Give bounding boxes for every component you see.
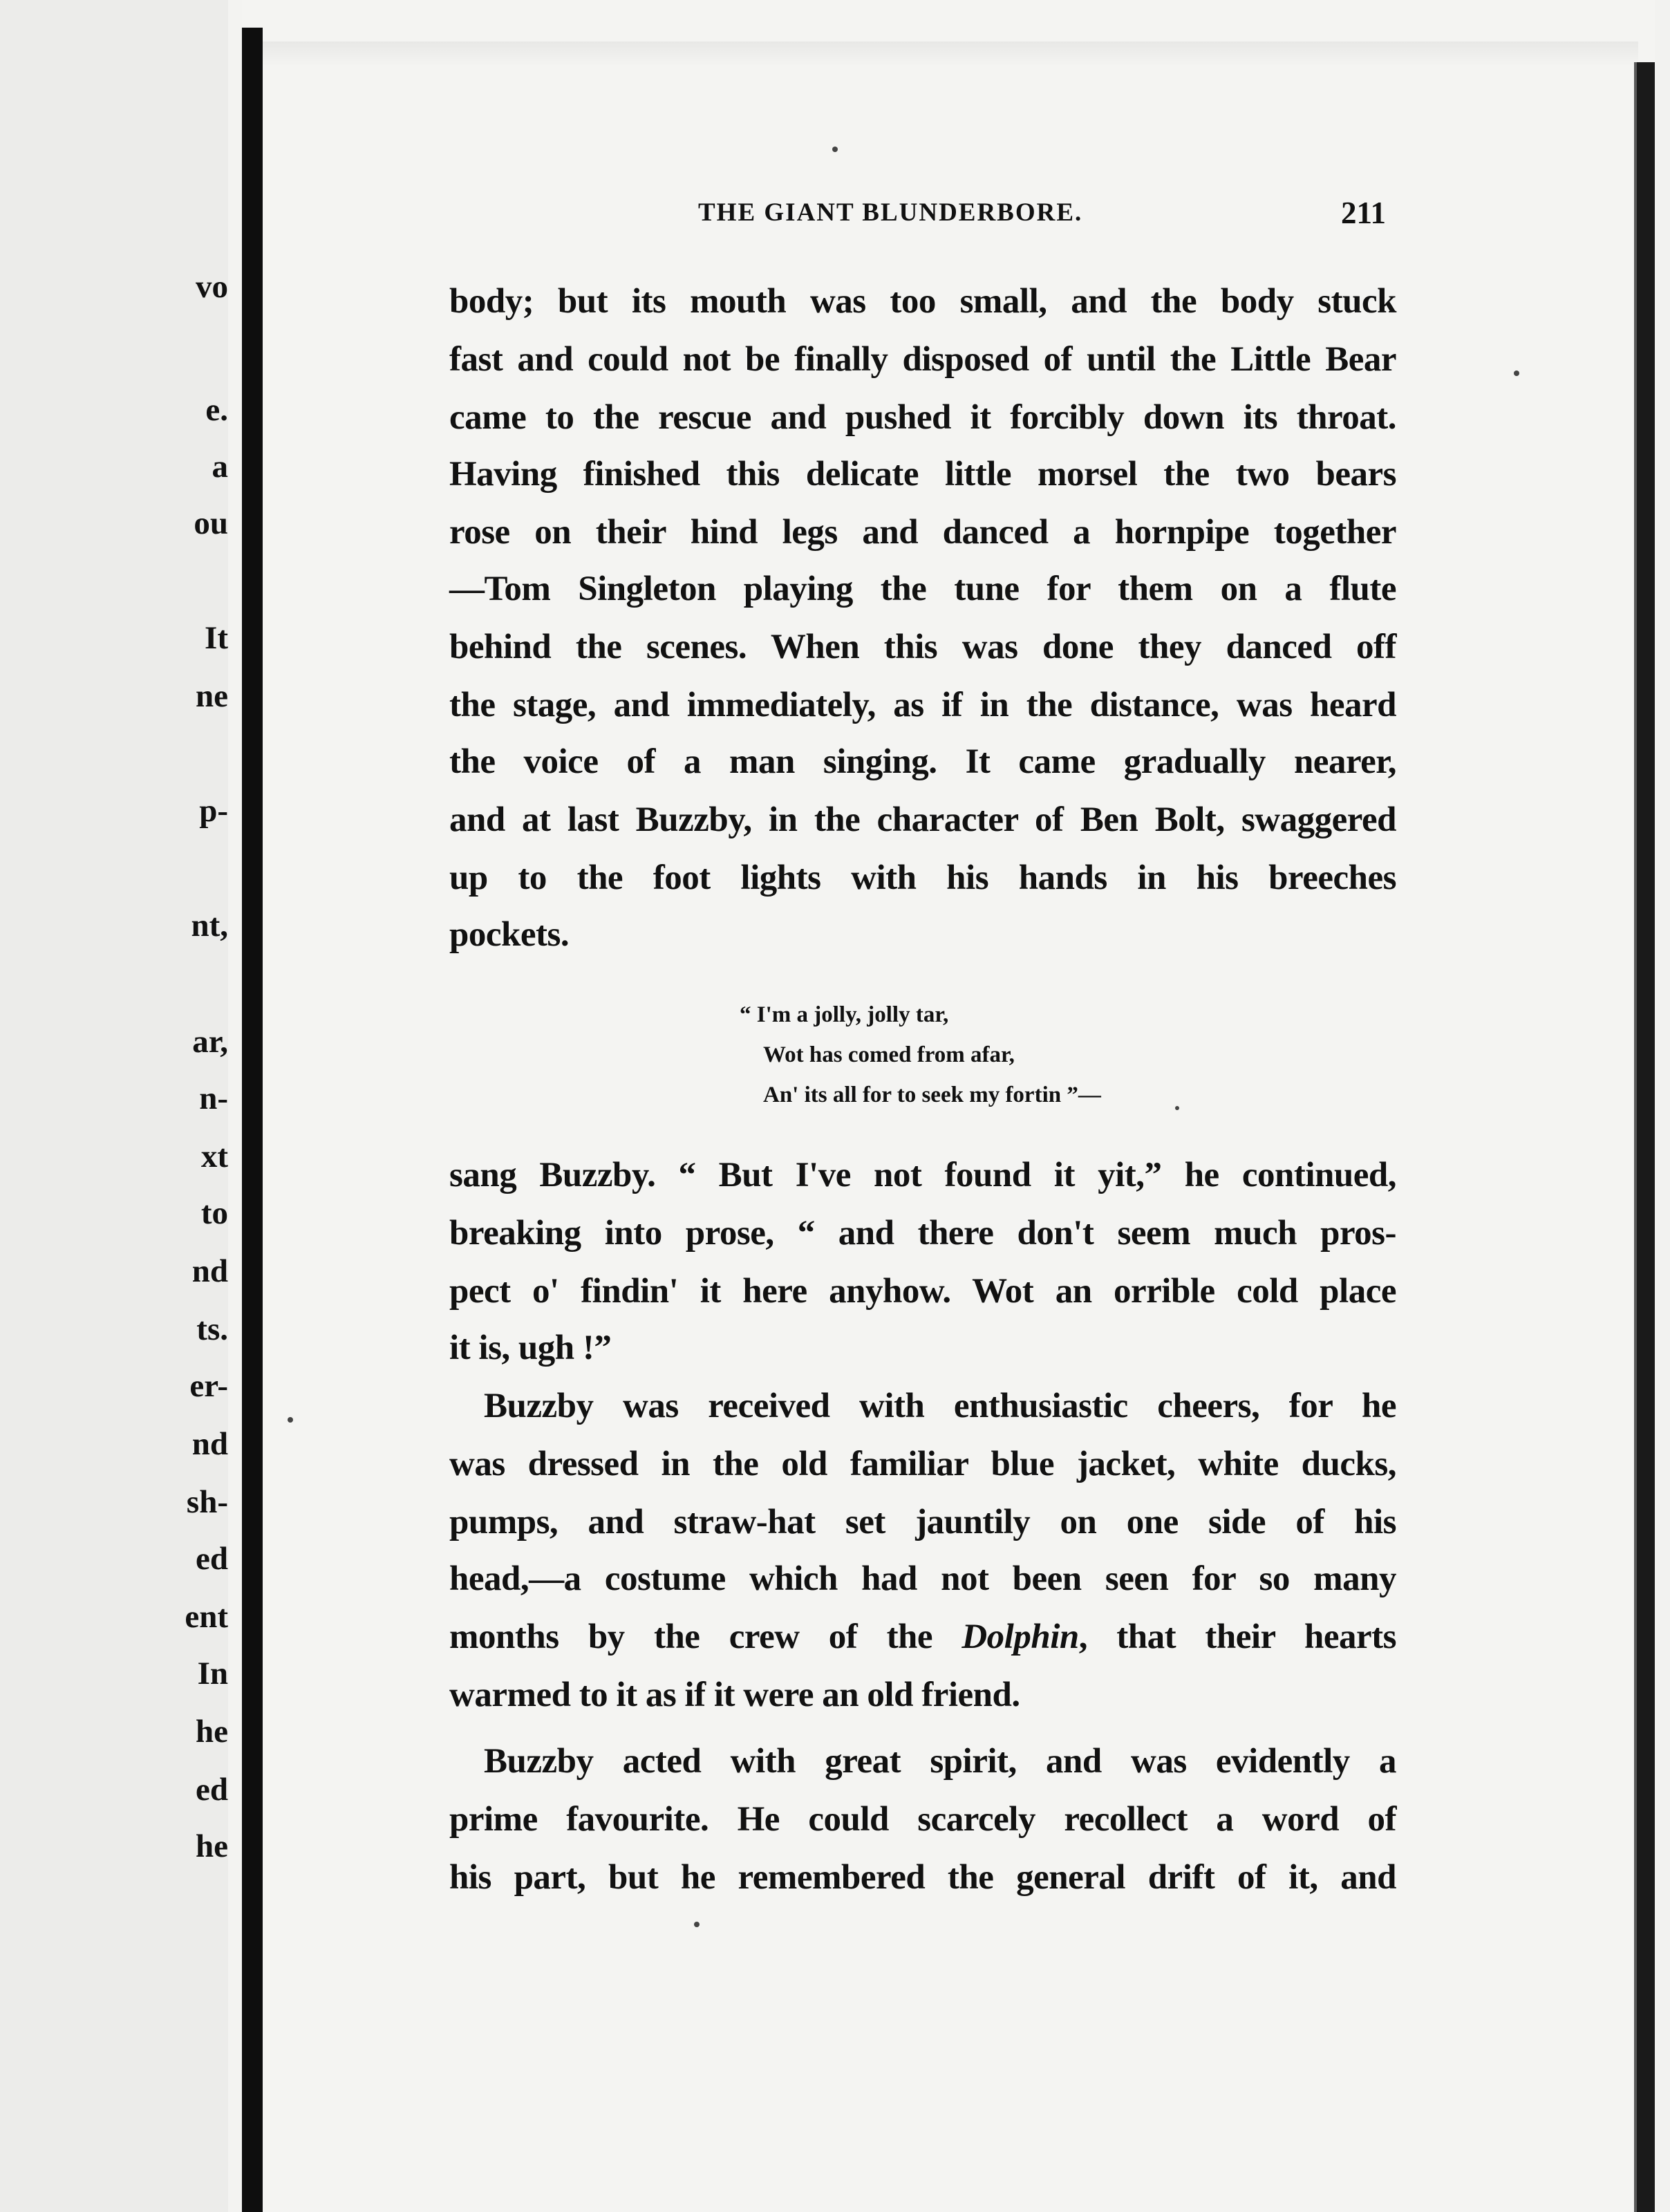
text-run: , that their hearts: [1078, 1618, 1396, 1656]
scan-speck: [1514, 371, 1519, 376]
left-page-fragment: ed: [196, 1772, 228, 1808]
page-top-edge: [263, 41, 1638, 66]
text-line: [449, 1616, 1396, 1658]
left-page-fragment: ou: [194, 505, 228, 541]
previous-page: [0, 0, 228, 2212]
left-page-fragment: n-: [199, 1080, 228, 1116]
left-page-fragment: nd: [191, 1426, 228, 1462]
text-line: his part, but he remembered the general drift of it, and: [449, 1858, 1396, 1897]
left-page-fragment: er-: [189, 1368, 228, 1404]
scan-speck: [832, 147, 838, 152]
left-page-fragment: It: [205, 620, 228, 656]
left-page-fragment: e.: [205, 392, 228, 428]
left-page-fragment: he: [196, 1714, 228, 1750]
scan-speck: [694, 1922, 700, 1927]
text-line: pumps, and straw-hat set jauntily on one side of his: [449, 1503, 1396, 1541]
text-line: came to the rescue and pushed it forcibly down its throat.: [449, 398, 1396, 437]
left-page-fragment: In: [197, 1656, 228, 1691]
left-page-fragment: ar,: [192, 1024, 228, 1060]
verse-line: Wot has comed from afar,: [763, 1042, 1015, 1067]
text-line: body; but its mouth was too small, and the body stuck: [449, 282, 1396, 321]
text-line: pockets.: [449, 915, 570, 954]
text-line: head,—a costume which had not been seen for so many: [449, 1559, 1396, 1598]
left-page-fragment: a: [212, 449, 228, 485]
text-line: and at last Buzzby, in the character of Ben Bolt, swaggered: [449, 800, 1396, 839]
text-line: fast and could not be finally disposed of until the Little Bear: [449, 340, 1396, 379]
left-page-fragment: ed: [196, 1541, 228, 1577]
left-page-fragment: nt,: [191, 908, 228, 944]
text-line: behind the scenes. When this was done they danced off: [449, 628, 1396, 666]
text-line: Having finished this delicate little morsel the two bears: [449, 455, 1396, 494]
text-line: warmed to it as if it were an old friend.: [449, 1676, 1020, 1714]
left-page-fragment: he: [196, 1828, 228, 1864]
left-page-fragment: p-: [199, 793, 228, 829]
text-line: pect o' findin' it here anyhow. Wot an orrible cold place: [449, 1272, 1396, 1311]
text-line: the voice of a man singing. It came gradually nearer,: [449, 742, 1396, 781]
page-gutter: [228, 0, 242, 2212]
book-spine-shadow: [242, 28, 263, 2212]
text-line: up to the foot lights with his hands in his breeches: [449, 859, 1396, 897]
ship-name: Dolphin: [961, 1618, 1079, 1656]
text-line: it is, ugh !”: [449, 1329, 612, 1367]
page-number: 211: [1341, 196, 1387, 230]
left-page-fragment: vo: [196, 269, 228, 305]
left-page-fragment: ent: [185, 1599, 228, 1635]
text-line: breaking into prose, “ and there don't seem much pros-: [449, 1214, 1396, 1253]
text-line: —Tom Singleton playing the tune for them on a flute: [449, 570, 1396, 608]
left-page-fragment: ts.: [196, 1311, 228, 1347]
text-line: prime favourite. He could scarcely recollect a word of: [449, 1800, 1396, 1839]
text-line: Buzzby acted with great spirit, and was evidently a: [484, 1742, 1396, 1781]
left-page-fragment: ne: [196, 678, 228, 714]
left-page-fragment: to: [200, 1195, 228, 1231]
text-line: sang Buzzby. “ But I've not found it yit,” he continued,: [449, 1156, 1396, 1194]
scan-margin: [1655, 0, 1670, 2212]
left-page-fragment: xt: [200, 1138, 228, 1174]
text-line: the stage, and immediately, as if in the distance, was heard: [449, 686, 1396, 724]
running-title: THE GIANT BLUNDERBORE.: [698, 198, 1083, 227]
text-run: months by the crew of the: [449, 1618, 962, 1656]
text-line: was dressed in the old familiar blue jacket, white ducks,: [449, 1445, 1396, 1483]
scan-speck: [288, 1417, 293, 1423]
text-line: rose on their hind legs and danced a hornpipe together: [449, 513, 1396, 552]
left-page-fragment: nd: [191, 1253, 228, 1289]
verse-line: An' its all for to seek my fortin ”—: [763, 1082, 1101, 1107]
left-page-fragment: sh-: [186, 1484, 228, 1520]
page-right-edge: [1634, 62, 1658, 2212]
text-line: Buzzby was received with enthusiastic cheers, for he: [484, 1387, 1396, 1425]
scan-speck: [1175, 1106, 1179, 1110]
verse-line: “ I'm a jolly, jolly tar,: [740, 1002, 949, 1027]
